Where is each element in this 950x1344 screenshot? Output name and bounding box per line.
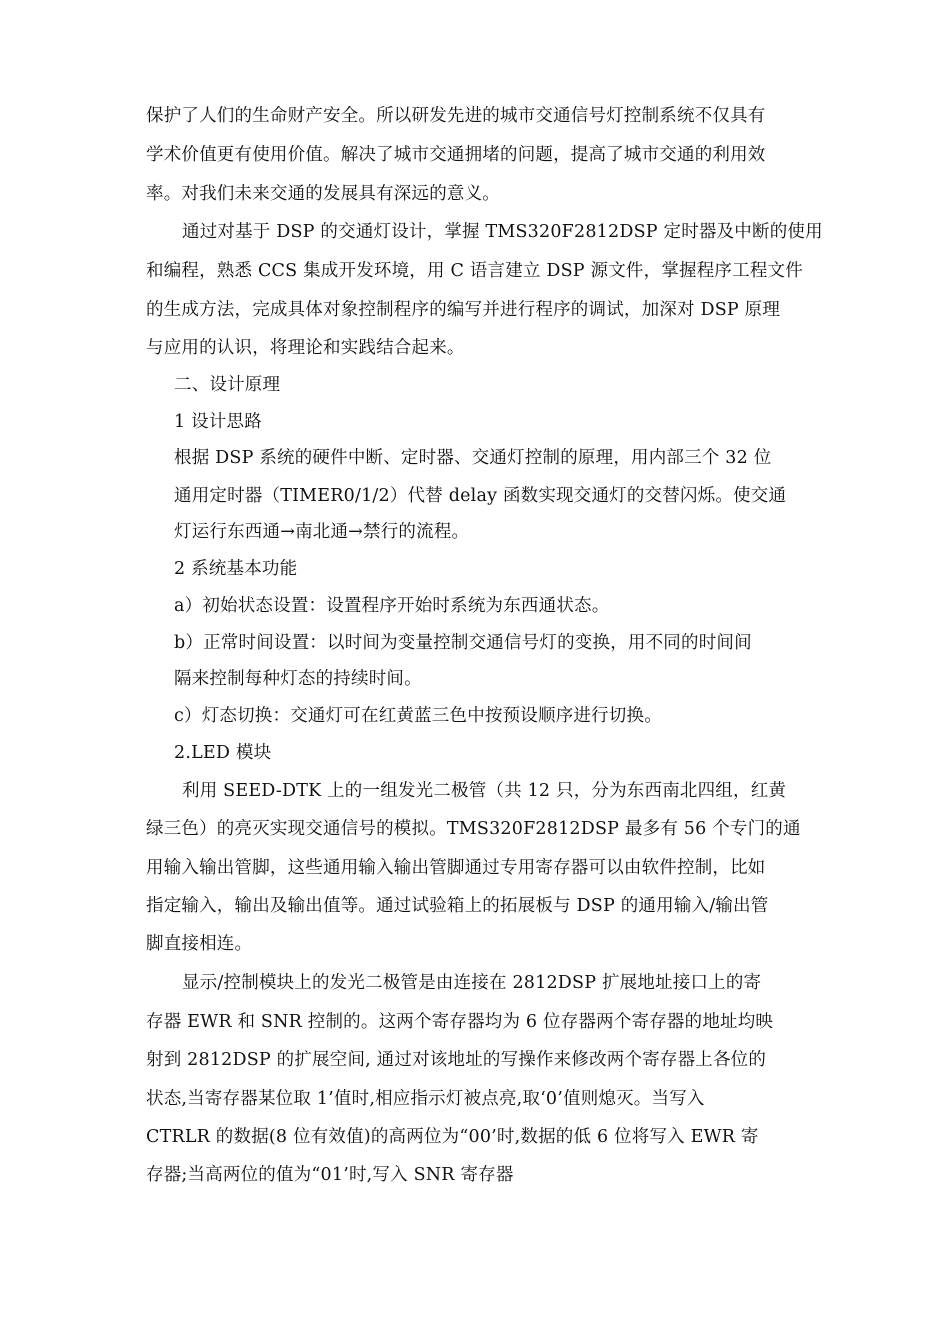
list-item-light-switch: c）灯态切换：交通灯可在红黄蓝三色中按预设顺序进行切换。 [174, 706, 662, 726]
subheading-basic-functions: 2 系统基本功能 [174, 559, 298, 579]
text-line: 的生成方法，完成具体对象控制程序的编写并进行程序的调试，加深对 DSP 原理 [146, 300, 781, 320]
text-line: 存器 EWR 和 SNR 控制的。这两个寄存器均为 6 位存器两个寄存器的地址均映 [146, 1012, 774, 1032]
text-line: 显示/控制模块上的发光二极管是由连接在 2812DSP 扩展地址接口上的寄 [182, 973, 762, 993]
text-line: 用输入输出管脚，这些通用输入输出管脚通过专用寄存器可以由软件控制，比如 [146, 858, 766, 878]
text-line: 与应用的认识，将理论和实践结合起来。 [146, 338, 465, 358]
text-line: CTRLR 的数据(8 位有效值)的高两位为“00’时,数据的低 6 位将写入 EWR 寄 [146, 1127, 759, 1147]
text-line: 射到 2812DSP 的扩展空间, 通过对该地址的写操作来修改两个寄存器上各位的 [146, 1050, 767, 1070]
text-line: 指定输入，输出及输出值等。通过试验箱上的拓展板与 DSP 的通用输入/输出管 [146, 896, 769, 916]
text-line: 和编程，熟悉 CCS 集成开发环境，用 C 语言建立 DSP 源文件，掌握程序工程文件 [146, 261, 803, 281]
text-line: 利用 SEED-DTK 上的一组发光二极管（共 12 只，分为东西南北四组，红黄 [182, 781, 787, 801]
text-line: 通用定时器（TIMER0/1/2）代替 delay 函数实现交通灯的交替闪烁。使交通 [174, 486, 787, 506]
text-line: b）正常时间设置：以时间为变量控制交通信号灯的变换，用不同的时间间 [174, 633, 752, 653]
text-line: 隔来控制每种灯态的持续时间。 [174, 669, 422, 689]
text-line: 根据 DSP 系统的硬件中断、定时器、交通灯控制的原理，用内部三个 32 位 [174, 448, 772, 468]
text-line: 灯运行东西通→南北通→禁行的流程。 [174, 522, 470, 542]
text-line: 通过对基于 DSP 的交通灯设计，掌握 TMS320F2812DSP 定时器及中断的使用 [182, 222, 823, 242]
list-item-initial-state: a）初始状态设置：设置程序开始时系统为东西通状态。 [174, 596, 610, 616]
text-line: 率。对我们未来交通的发展具有深远的意义。 [146, 184, 500, 204]
text-line: 存器;当高两位的值为“01’时,写入 SNR 寄存器 [146, 1165, 514, 1185]
subheading-design-idea: 1 设计思路 [174, 412, 262, 432]
text-line: 状态,当寄存器某位取 1’值时,相应指示灯被点亮,取‘0’值则熄灭。当写入 [146, 1089, 705, 1109]
section-heading-design-principle: 二、设计原理 [174, 375, 281, 395]
text-line: 绿三色）的亮灭实现交通信号的模拟。TMS320F2812DSP 最多有 56 个专门的通 [146, 819, 801, 839]
subheading-led-module: 2.LED 模块 [174, 743, 272, 763]
text-line: 保护了人们的生命财产安全。所以研发先进的城市交通信号灯控制系统不仅具有 [146, 106, 766, 126]
text-line: 脚直接相连。 [146, 934, 253, 954]
text-line: 学术价值更有使用价值。解决了城市交通拥堵的问题，提高了城市交通的利用效 [146, 145, 766, 165]
